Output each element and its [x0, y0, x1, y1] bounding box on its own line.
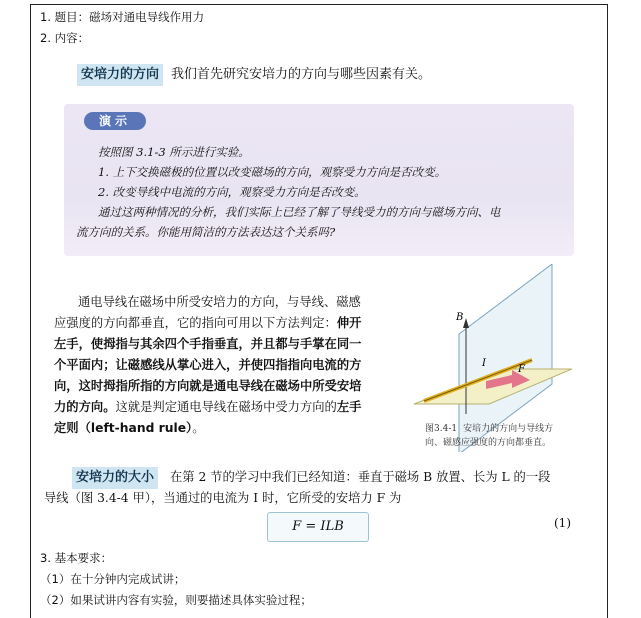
body-line — [54, 418, 394, 439]
body-bold-span: 伸开 — [336, 316, 362, 330]
body-line — [54, 397, 394, 418]
demo-line: 流方向的关系。你能用简洁的方法表达这个关系吗? — [76, 225, 336, 239]
requirement-1: （1）在十分钟内完成试讲； — [40, 572, 186, 586]
figure-caption — [425, 422, 575, 450]
demo-line: 按照图 3.1-3 所示进行实验。 — [98, 145, 250, 159]
demo-line: 2. 改变导线中电流的方向，观察受力方向是否改变。 — [98, 185, 366, 199]
caption-line: 向、磁感应强度的方向都垂直。 — [425, 438, 552, 448]
section1-intro: 我们首先研究安培力的方向与哪些因素有关。 — [171, 67, 432, 82]
label-f: F — [518, 364, 525, 375]
item-content-label: 2. 内容： — [40, 31, 90, 45]
body-line: 左手，使拇指与其余四个手指垂直，并且都与手掌在同一 — [54, 337, 362, 351]
section2-text-line2: 导线（图 3.4-4 甲），当通过的电流为 I 时，它所受的安培力 F 为 — [44, 491, 402, 505]
section2-text-line1: 在第 2 节的学习中我们已经知道：垂直于磁场 B 放置、长为 L 的一段 — [169, 470, 551, 484]
section2-heading-line — [72, 467, 550, 489]
body-bold-span: 定则（left-hand rule） — [54, 421, 193, 435]
demo-label: 演示 — [84, 112, 146, 130]
demo-box — [64, 104, 574, 256]
section2-title: 安培力的大小 — [72, 467, 158, 489]
formula-box: F = ILB — [267, 512, 369, 542]
label-b: B — [456, 312, 464, 323]
caption-line — [425, 422, 575, 436]
body-text-span: 。 — [192, 421, 205, 435]
body-line: 通电导线在磁场中所受安培力的方向，与导线、磁感 — [78, 295, 361, 309]
caption-text: 安培力的方向与导线方 — [463, 424, 554, 434]
body-paragraph — [54, 292, 394, 439]
body-line: 向，这时拇指所指的方向就是通电导线在磁场中所受安培 — [54, 379, 362, 393]
body-line — [54, 313, 394, 334]
body-text-span: 这就是判定通电导线在磁场中受力方向的 — [115, 400, 337, 414]
requirement-2: （2）如果试讲内容有实验，则要描述具体实验过程； — [40, 593, 312, 607]
section1-heading-line — [77, 64, 431, 86]
b-arrow-head — [463, 318, 469, 328]
item-title: 1. 题目：磁场对通电导线作用力 — [40, 10, 205, 24]
item-requirements-label: 3. 基本要求： — [40, 551, 113, 565]
body-bold-span: 力的方向。 — [54, 400, 116, 414]
textbook-scan — [42, 52, 587, 542]
body-text-span: 应强度的方向都垂直，它的指向可用以下方法判定： — [54, 316, 337, 330]
section1-title: 安培力的方向 — [77, 64, 163, 86]
caption-number: 图3.4-1 — [425, 424, 458, 434]
demo-text — [76, 142, 566, 242]
demo-line: 1. 上下交换磁极的位置以改变磁场的方向，观察受力方向是否改变。 — [98, 165, 447, 179]
demo-line: 通过这两种情况的分析，我们实际上已经了解了导线受力的方向与磁场方向、电 — [98, 205, 501, 219]
body-line: 个平面内；让磁感线从掌心进入，并使四指指向电流的方 — [54, 358, 362, 372]
equation-number: (1) — [554, 516, 571, 530]
body-bold-span: 左手 — [336, 400, 362, 414]
label-i: I — [482, 358, 486, 369]
